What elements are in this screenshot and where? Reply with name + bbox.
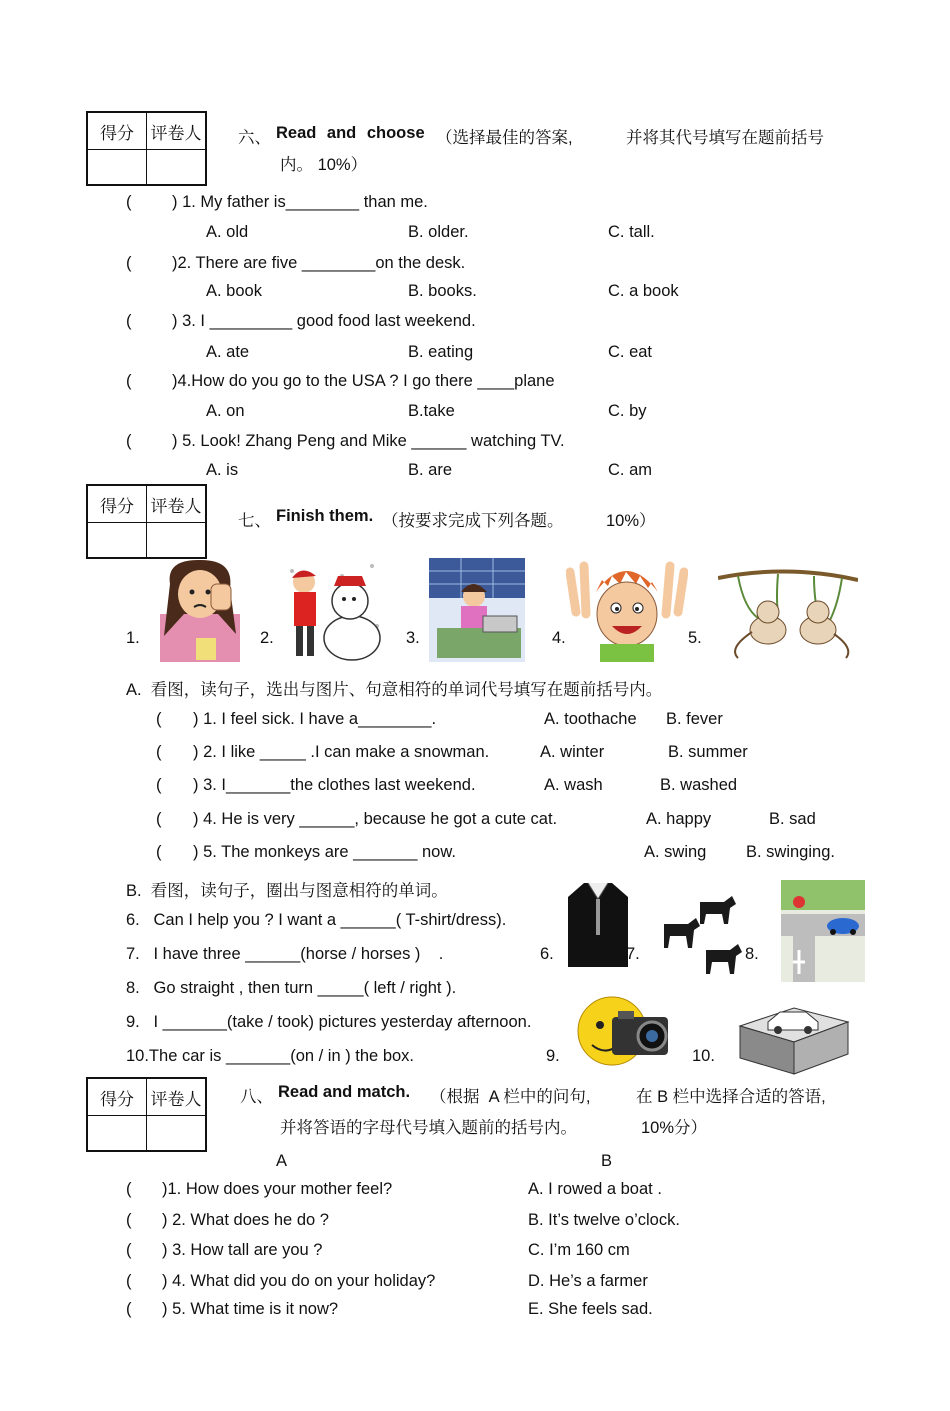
answer-bracket[interactable]: ( xyxy=(126,193,132,211)
option-b: B. washed xyxy=(660,776,738,794)
option-a: A. swing xyxy=(644,843,707,861)
answer-bracket[interactable]: ( xyxy=(126,1211,132,1229)
option-a: A. is xyxy=(206,461,239,479)
question-stem: ) 3. I_______the clothes last weekend. xyxy=(193,776,476,794)
picture-number: 5. xyxy=(688,629,702,647)
option-b: B.take xyxy=(408,402,455,420)
match-answer: E. She feels sad. xyxy=(528,1300,653,1318)
option-c: C. by xyxy=(608,402,647,420)
answer-bracket[interactable]: ( xyxy=(126,254,132,272)
question-stem: ) 5. The monkeys are _______ now. xyxy=(193,843,456,861)
section-title: Finish them. xyxy=(276,507,374,525)
sick-girl-picture xyxy=(156,554,246,662)
section-instruction: 在 B 栏中选择合适的答语, xyxy=(636,1088,826,1106)
score-label: 得分 xyxy=(87,112,147,150)
section-number: 八、 xyxy=(240,1088,273,1106)
horses-picture xyxy=(660,894,744,976)
option-b: B. are xyxy=(408,461,453,479)
question-7b-6: 6. Can I help you ? I want a ______( T-shirt/dress). xyxy=(126,911,507,929)
option-a: A. happy xyxy=(646,810,712,828)
section-instruction: 内。 10%） xyxy=(280,156,368,174)
grader-label: 评卷人 xyxy=(147,1078,207,1116)
picture-number: 10. xyxy=(692,1047,715,1065)
option-b: B. summer xyxy=(668,743,748,761)
question-stem: ) 4. He is very ______, because he got a cute cat. xyxy=(193,810,558,828)
option-b: B. swinging. xyxy=(746,843,835,861)
question-stem: ) 5. Look! Zhang Peng and Mike ______ watching TV. xyxy=(172,432,565,450)
answer-bracket[interactable]: ( xyxy=(156,776,162,794)
option-b: B. older. xyxy=(408,223,469,241)
score-box xyxy=(86,111,207,186)
section-instruction: 并将答语的字母代号填入题前的括号内。 xyxy=(280,1119,577,1137)
option-c: C. tall. xyxy=(608,223,655,241)
section-instruction: （选择最佳的答案, xyxy=(436,129,573,147)
answer-bracket[interactable]: ( xyxy=(156,810,162,828)
question-stem: ) 2. I like _____ .I can make a snowman. xyxy=(193,743,490,761)
monkeys-swinging-picture xyxy=(718,568,858,662)
match-question: ) 4. What did you do on your holiday? xyxy=(162,1272,436,1290)
part-a-instruction: A. 看图，读句子，选出与图片、句意相符的单词代号填写在题前括号内。 xyxy=(126,681,663,699)
washing-clothes-picture xyxy=(429,558,525,662)
grader-label: 评卷人 xyxy=(147,485,207,523)
match-answer: D. He’s a farmer xyxy=(528,1272,648,1290)
grader-label: 评卷人 xyxy=(147,112,207,150)
road-map-picture xyxy=(781,880,865,982)
score-cell[interactable] xyxy=(87,150,147,186)
option-b: B. eating xyxy=(408,343,474,361)
question-7b-8: 8. Go straight , then turn _____( left / right ). xyxy=(126,979,457,997)
picture-number: 8. xyxy=(745,945,759,963)
grader-cell[interactable] xyxy=(147,523,207,559)
answer-bracket[interactable]: ( xyxy=(156,710,162,728)
answer-bracket[interactable]: ( xyxy=(126,1241,132,1259)
section-percent: 10%分） xyxy=(641,1119,708,1137)
section-title: Read and match. xyxy=(278,1083,411,1101)
question-7b-7: 7. I have three ______(horse / horses ) . xyxy=(126,945,444,963)
snowman-picture xyxy=(282,556,382,662)
match-answer: C. I’m 160 cm xyxy=(528,1241,630,1259)
section-title: Read and choose xyxy=(276,124,425,142)
picture-number: 2. xyxy=(260,629,274,647)
match-question: ) 3. How tall are you ? xyxy=(162,1241,323,1259)
column-a-header: A xyxy=(276,1152,288,1170)
section-number: 七、 xyxy=(238,512,271,530)
option-a: A. old xyxy=(206,223,249,241)
answer-bracket[interactable]: ( xyxy=(126,312,132,330)
question-stem: ) 1. I feel sick. I have a________. xyxy=(193,710,437,728)
option-a: A. book xyxy=(206,282,262,300)
section-percent: 10%） xyxy=(606,512,656,530)
score-box xyxy=(86,1077,207,1152)
car-on-box-picture xyxy=(734,996,850,1076)
option-a: A. winter xyxy=(540,743,605,761)
tshirt-picture xyxy=(566,879,630,969)
picture-number: 9. xyxy=(546,1047,560,1065)
option-b: B. fever xyxy=(666,710,723,728)
grader-cell[interactable] xyxy=(147,150,207,186)
answer-bracket[interactable]: ( xyxy=(126,1272,132,1290)
part-b-instruction: B. 看图，读句子，圈出与图意相符的单词。 xyxy=(126,882,448,900)
answer-bracket[interactable]: ( xyxy=(126,1180,132,1198)
answer-bracket[interactable]: ( xyxy=(156,743,162,761)
option-c: C. am xyxy=(608,461,653,479)
question-stem: )2. There are five ________on the desk. xyxy=(172,254,466,272)
question-stem: ) 3. I _________ good food last weekend. xyxy=(172,312,476,330)
option-c: C. eat xyxy=(608,343,653,361)
option-b: B. sad xyxy=(769,810,816,828)
question-stem: )4.How do you go to the USA ? I go there ____plane xyxy=(172,372,555,390)
match-question: )1. How does your mother feel? xyxy=(162,1180,393,1198)
camera-smiley-picture xyxy=(576,995,680,1067)
match-question: ) 2. What does he do ? xyxy=(162,1211,329,1229)
question-stem: ) 1. My father is________ than me. xyxy=(172,193,428,211)
score-label: 得分 xyxy=(87,1078,147,1116)
score-box xyxy=(86,484,207,559)
picture-number: 7. xyxy=(626,945,640,963)
match-question: ) 5. What time is it now? xyxy=(162,1300,339,1318)
match-answer: A. I rowed a boat . xyxy=(528,1180,662,1198)
picture-number: 4. xyxy=(552,629,566,647)
option-a: A. toothache xyxy=(544,710,637,728)
question-7b-9: 9. I _______(take / took) pictures yesterday afternoon. xyxy=(126,1013,532,1031)
option-b: B. books. xyxy=(408,282,477,300)
section-instruction: 并将其代号填写在题前括号 xyxy=(626,129,824,147)
score-label: 得分 xyxy=(87,485,147,523)
score-cell[interactable] xyxy=(87,1116,147,1152)
score-cell[interactable] xyxy=(87,523,147,559)
section-instruction: （根据 A 栏中的问句, xyxy=(430,1088,591,1106)
column-b-header: B xyxy=(601,1152,613,1170)
answer-bracket[interactable]: ( xyxy=(126,1300,132,1318)
option-a: A. wash xyxy=(544,776,603,794)
picture-number: 3. xyxy=(406,629,420,647)
section-number: 六、 xyxy=(238,129,271,147)
option-c: C. a book xyxy=(608,282,679,300)
answer-bracket[interactable]: ( xyxy=(126,432,132,450)
section-instruction: （按要求完成下列各题。 xyxy=(382,512,564,530)
answer-bracket[interactable]: ( xyxy=(126,372,132,390)
question-7b-10: 10.The car is _______(on / in ) the box. xyxy=(126,1047,415,1065)
match-answer: B. It’s twelve o’clock. xyxy=(528,1211,680,1229)
grader-cell[interactable] xyxy=(147,1116,207,1152)
picture-number: 1. xyxy=(126,629,140,647)
picture-number: 6. xyxy=(540,945,554,963)
answer-bracket[interactable]: ( xyxy=(156,843,162,861)
happy-boy-picture xyxy=(566,552,688,662)
option-a: A. on xyxy=(206,402,245,420)
option-a: A. ate xyxy=(206,343,250,361)
